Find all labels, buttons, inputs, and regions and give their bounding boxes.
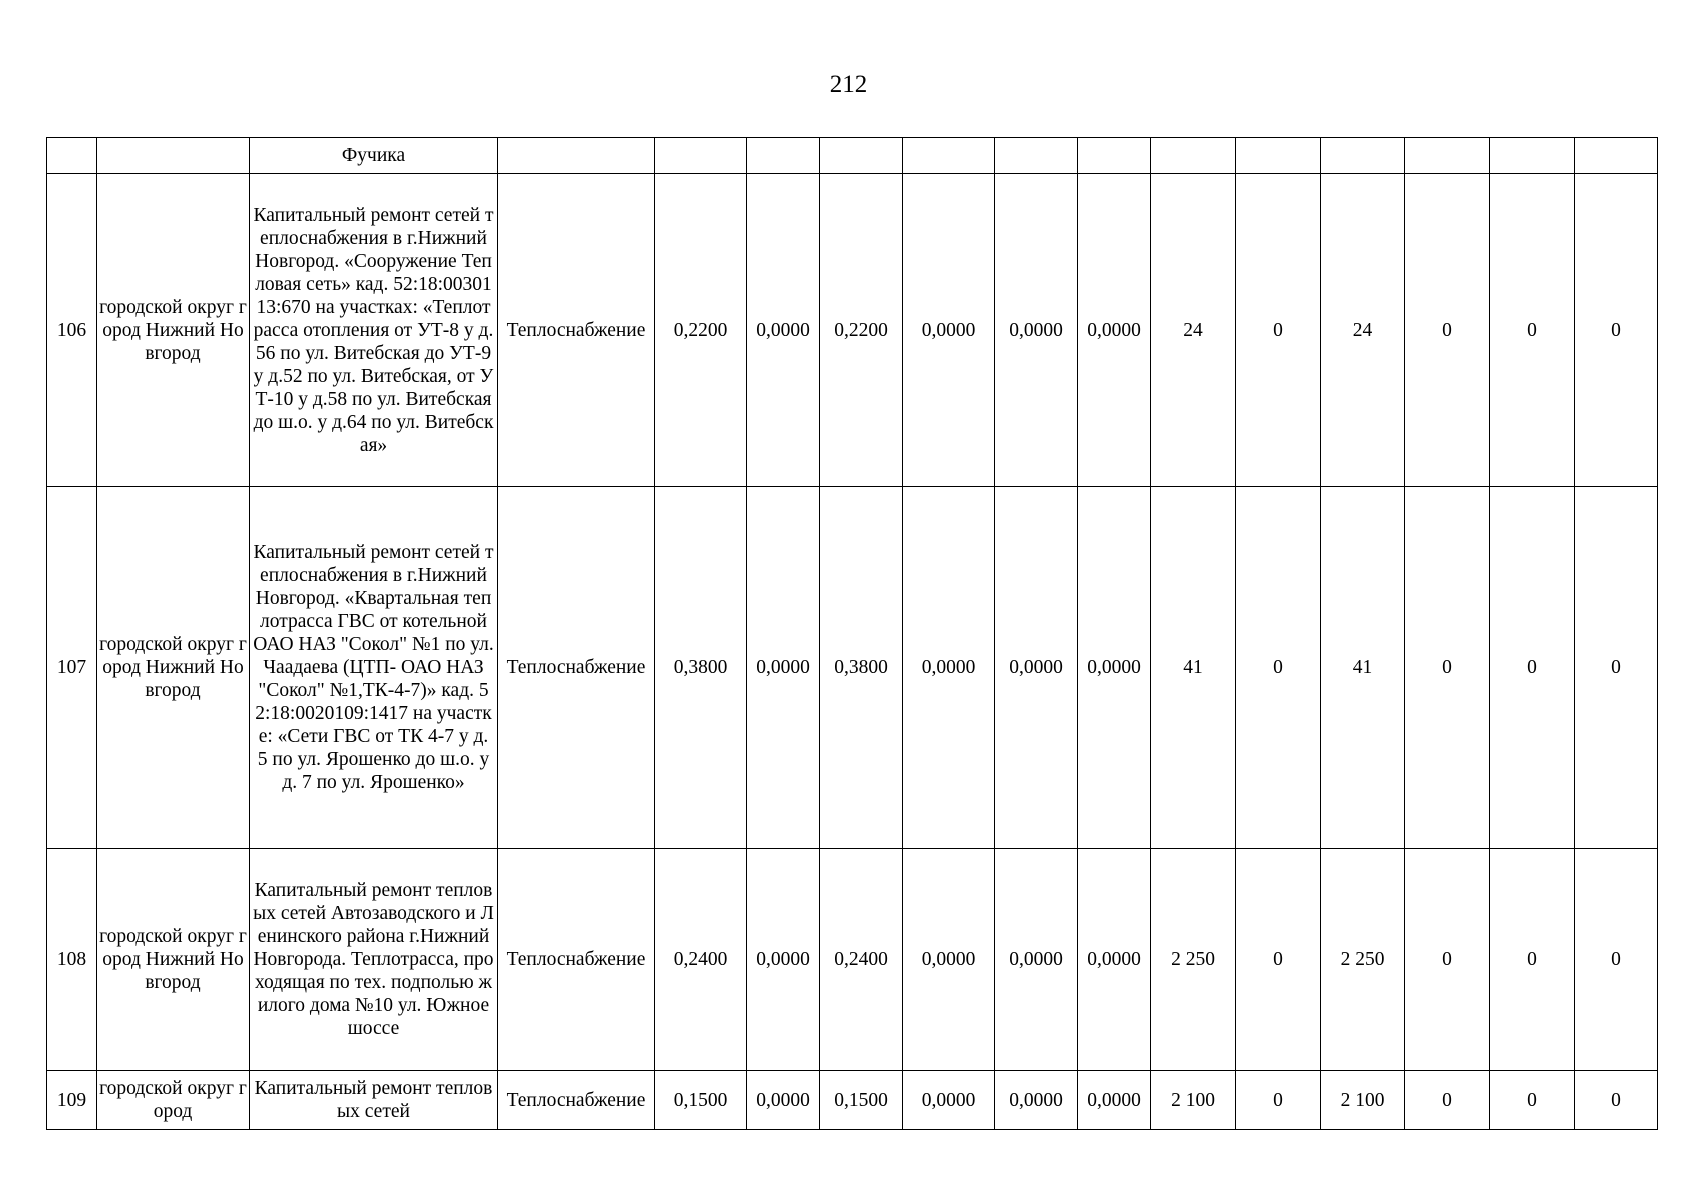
cell-value: 0,0000	[747, 1071, 820, 1130]
cell-value: 0	[1490, 174, 1575, 487]
cell-value: 0	[1236, 174, 1321, 487]
cell-value	[820, 138, 903, 174]
cell-value: 41	[1321, 487, 1405, 849]
cell-value: 0,3800	[820, 487, 903, 849]
cell-value: 0,3800	[655, 487, 747, 849]
cell-value: 2 250	[1151, 849, 1236, 1071]
cell-value: 2 250	[1321, 849, 1405, 1071]
cell-value: 0,0000	[995, 487, 1078, 849]
cell-num	[47, 138, 97, 174]
cell-value: 0,0000	[1078, 174, 1151, 487]
cell-num: 108	[47, 849, 97, 1071]
table-row	[47, 1071, 1658, 1130]
cell-value: 0,1500	[655, 1071, 747, 1130]
cell-municipality: городской округ город Нижний Новгород	[97, 174, 250, 487]
cell-value: 0,0000	[1078, 487, 1151, 849]
cell-value: 0,2200	[655, 174, 747, 487]
cell-value: 41	[1151, 487, 1236, 849]
cell-value: 0	[1405, 1071, 1490, 1130]
cell-value	[1321, 138, 1405, 174]
cell-num: 107	[47, 487, 97, 849]
cell-value: 0,0000	[1078, 1071, 1151, 1130]
cell-value: 0	[1236, 849, 1321, 1071]
cell-value: 0,0000	[995, 849, 1078, 1071]
table-row	[47, 849, 1658, 1071]
cell-value: 0	[1575, 849, 1658, 1071]
table-row	[47, 138, 1658, 174]
cell-sector: Теплоснабжение	[498, 174, 655, 487]
data-table	[46, 137, 1658, 1130]
cell-value: 0,2400	[655, 849, 747, 1071]
cell-value: 0	[1490, 849, 1575, 1071]
cell-value: 0	[1405, 487, 1490, 849]
cell-value	[655, 138, 747, 174]
cell-value: 0,0000	[747, 174, 820, 487]
cell-value: 0,0000	[1078, 849, 1151, 1071]
cell-municipality	[97, 138, 250, 174]
cell-value: 0	[1575, 487, 1658, 849]
table-row	[47, 174, 1658, 487]
cell-value: 0	[1236, 1071, 1321, 1130]
cell-value: 0,1500	[820, 1071, 903, 1130]
cell-description: Фучика	[250, 138, 498, 174]
page-number: 212	[829, 71, 868, 98]
cell-num: 106	[47, 174, 97, 487]
cell-description: Капитальный ремонт тепловых сетей	[250, 1071, 498, 1130]
cell-sector	[498, 138, 655, 174]
cell-municipality: городской округ город	[97, 1071, 250, 1130]
cell-value: 0,0000	[747, 487, 820, 849]
cell-value: 0	[1405, 174, 1490, 487]
cell-value: 0	[1405, 849, 1490, 1071]
cell-value	[903, 138, 995, 174]
cell-value: 0,2400	[820, 849, 903, 1071]
cell-value: 0,0000	[747, 849, 820, 1071]
cell-municipality: городской округ город Нижний Новгород	[97, 487, 250, 849]
cell-sector: Теплоснабжение	[498, 1071, 655, 1130]
cell-value: 0,0000	[995, 174, 1078, 487]
cell-value: 24	[1321, 174, 1405, 487]
cell-value: 24	[1151, 174, 1236, 487]
cell-value	[995, 138, 1078, 174]
cell-sector: Теплоснабжение	[498, 487, 655, 849]
cell-value: 0,2200	[820, 174, 903, 487]
cell-value: 0	[1575, 174, 1658, 487]
cell-value: 0,0000	[903, 1071, 995, 1130]
cell-value	[1151, 138, 1236, 174]
table-row	[47, 487, 1658, 849]
cell-value: 0,0000	[995, 1071, 1078, 1130]
cell-sector: Теплоснабжение	[498, 849, 655, 1071]
cell-value: 0,0000	[903, 849, 995, 1071]
cell-description: Капитальный ремонт тепловых сетей Автозаводского и Ленинского района г.Нижний Новгорода. Теплотрасса, проходящая по тех. подполью жилого дома №10 ул. Южное шоссе	[250, 849, 498, 1071]
cell-value	[1575, 138, 1658, 174]
cell-value: 0	[1490, 487, 1575, 849]
cell-description: Капитальный ремонт сетей теплоснабжения в г.Нижний Новгород. «Квартальная теплотрасса ГВС от котельной ОАО НАЗ "Сокол" №1 по ул. Чаадаева (ЦТП- ОАО НАЗ "Сокол" №1,ТК-4-7)» кад. 52:18:0020109:1417 на участке: «Сети ГВС от ТК 4-7 у д. 5 по ул. Ярошенко до ш.о. у д. 7 по ул. Ярошенко»	[250, 487, 498, 849]
cell-value: 0	[1236, 487, 1321, 849]
cell-value	[1078, 138, 1151, 174]
cell-num: 109	[47, 1071, 97, 1130]
cell-value: 0	[1490, 1071, 1575, 1130]
cell-value: 0	[1575, 1071, 1658, 1130]
cell-value	[1405, 138, 1490, 174]
cell-municipality: городской округ город Нижний Новгород	[97, 849, 250, 1071]
cell-value: 0,0000	[903, 174, 995, 487]
cell-value	[1490, 138, 1575, 174]
cell-value: 0,0000	[903, 487, 995, 849]
cell-value	[747, 138, 820, 174]
cell-value	[1236, 138, 1321, 174]
cell-value: 2 100	[1151, 1071, 1236, 1130]
cell-description: Капитальный ремонт сетей теплоснабжения в г.Нижний Новгород. «Сооружение Тепловая сеть» кад. 52:18:0030113:670 на участках: «Теплотрасса отопления от УТ-8 у д.56 по ул. Витебская до УТ-9 у д.52 по ул. Витебская, от УТ-10 у д.58 по ул. Витебская до ш.о. у д.64 по ул. Витебская»	[250, 174, 498, 487]
cell-value: 2 100	[1321, 1071, 1405, 1130]
